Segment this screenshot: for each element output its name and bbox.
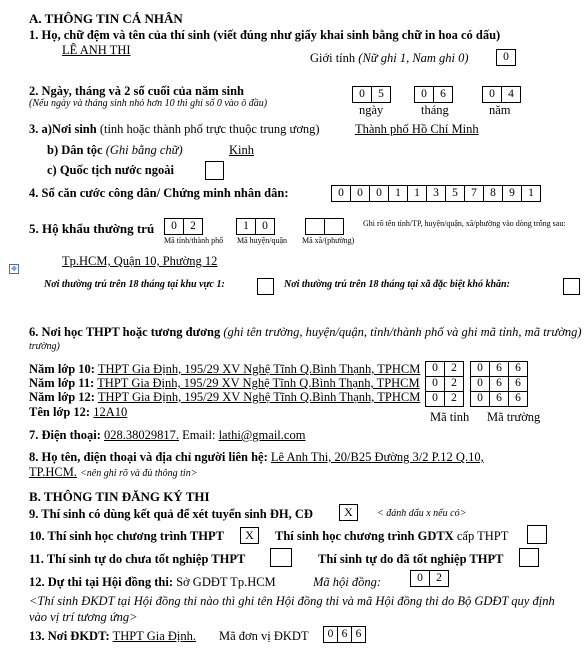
q6-hint-cont: trường) [29,341,60,352]
code-cell[interactable]: 2 [445,392,464,407]
register-place[interactable]: THPT Gia Định. [112,629,197,643]
id-digit[interactable]: 1 [388,185,408,202]
residence-province-boxes[interactable] [164,218,203,235]
q9-checkbox[interactable]: X [339,504,358,521]
id-digit[interactable]: 9 [502,185,522,202]
district-digit[interactable]: 0 [255,218,275,235]
grade12-school[interactable]: THPT Gia Định, 195/29 XV Nghệ Tĩnh Q.Bình Thạnh, TPHCM [97,390,421,404]
council-code-boxes[interactable] [410,570,449,587]
id-digit[interactable]: 1 [407,185,427,202]
id-digit[interactable]: 1 [521,185,541,202]
id-digit[interactable]: 0 [369,185,389,202]
unit-code-label: Mã đơn vị ĐKDT [219,629,309,643]
q5-label: 5. Hộ khẩu thường trú [29,221,155,236]
council-digit[interactable]: 0 [410,570,430,587]
dob-month-boxes[interactable] [414,86,453,103]
grade12-row [29,390,420,404]
zone2-label: Nơi thường trú trên 18 tháng tại xã đặc biệt khó khăn: [284,279,510,290]
school-code-row [426,362,528,377]
q9-hint: < đánh dấu x nếu có> [377,508,467,519]
q10b-suffix: cấp THPT [456,529,509,543]
dob-day-digit[interactable]: 5 [371,86,391,103]
province-code-caption: Mã tỉnh [430,410,470,424]
foreign-nationality-box[interactable] [205,161,224,180]
q11b-checkbox[interactable] [519,548,539,567]
code-cell[interactable]: 6 [509,362,528,377]
code-cell[interactable]: 0 [426,362,445,377]
gender-box[interactable] [496,49,516,66]
district-code-label: Mã huyện/quận [237,236,287,245]
q8-row [29,450,484,464]
q4-label: 4. Số căn cước công dân/ Chứng minh nhân dân: [29,186,289,200]
phone-value[interactable]: 028.38029817. [104,428,179,442]
province-code-label: Mã tỉnh/thành phố [164,236,224,245]
code-cell[interactable]: 6 [490,377,509,392]
ward-code-label: Mã xã/(phường) [302,236,355,245]
move-handle-icon[interactable]: ✥ [9,264,19,274]
contact-line1[interactable]: Lê Anh Thi, 20/B25 Đường 3/2 P.12 Q.10, [270,450,484,464]
q6-row [29,325,582,339]
unit-digit[interactable]: 6 [351,626,366,643]
code-cell[interactable]: 0 [471,362,490,377]
q6-label: 6. Nơi học THPT hoặc tương đương [29,325,221,339]
q11-checkbox[interactable] [270,548,292,567]
code-cell[interactable]: 6 [509,377,528,392]
id-number-boxes[interactable] [331,185,541,202]
q2-label: 2. Ngày, tháng và 2 số cuối của năm sinh [29,84,244,98]
q10b-row [275,529,508,543]
q9-label: 9. Thí sinh có dùng kết quả để xét tuyển sinh ĐH, CĐ [29,507,313,521]
code-cell[interactable]: 6 [490,362,509,377]
gender-label: Giới tính [310,51,356,65]
province-digit[interactable]: 0 [164,218,184,235]
dob-day-boxes[interactable] [352,86,391,103]
id-digit[interactable]: 7 [464,185,484,202]
fullname-value[interactable]: LÊ ANH THI [62,43,131,57]
code-cell[interactable]: 0 [426,392,445,407]
school-code-row [426,377,528,392]
code-gap [464,392,471,407]
section-b-title: B. THÔNG TIN ĐĂNG KÝ THI [29,489,210,504]
q2-hint: (Nếu ngày và tháng sinh nhỏ hơn 10 thì ghi số 0 vào ô đầu) [29,98,268,109]
q7-row [29,428,305,442]
ward-digit[interactable] [305,218,325,235]
id-digit[interactable]: 3 [426,185,446,202]
email-label: Email: [182,428,216,442]
grade11-row [29,376,420,390]
q13-label: 13. Nơi ĐKDT: [29,629,110,643]
dob-year-digit[interactable]: 4 [501,86,521,103]
dob-year-boxes[interactable] [482,86,521,103]
zone1-box[interactable] [257,278,274,295]
province-digit[interactable]: 2 [183,218,203,235]
dob-year-digit[interactable]: 0 [482,86,502,103]
q1-label: 1. Họ, chữ đệm và tên của thí sinh (viết đúng như giấy khai sinh bằng chữ in hoa có dấu) [29,28,501,42]
dob-month-digit[interactable]: 0 [414,86,434,103]
unit-digit[interactable]: 0 [323,626,338,643]
q12-row [29,575,276,589]
dob-month-digit[interactable]: 6 [433,86,453,103]
code-cell[interactable]: 2 [445,362,464,377]
q11-label: 11. Thí sinh tự do chưa tốt nghiệp THPT [29,552,246,566]
q3a-row [29,122,320,136]
code-cell[interactable]: 2 [445,377,464,392]
residence-note: Ghi rõ tên tỉnh/TP, huyện/quận, xã/phường vào dòng trống sau: [363,219,566,228]
month-label: tháng [421,103,449,117]
dob-day-digit[interactable]: 0 [352,86,372,103]
contact-line2[interactable]: TP.HCM. [29,465,77,479]
q8-row2 [29,465,197,480]
gender-digit[interactable]: 0 [496,49,516,66]
day-label: ngày [359,103,384,117]
code-gap [464,377,471,392]
id-digit[interactable]: 5 [445,185,465,202]
unit-code-boxes[interactable] [323,626,366,643]
council-digit[interactable]: 2 [429,570,449,587]
zone2-box[interactable] [563,278,580,295]
district-digit[interactable]: 1 [236,218,256,235]
exam-council[interactable]: Sở GDĐT Tp.HCM [176,575,276,589]
year-label: năm [489,103,511,117]
grade11-school[interactable]: THPT Gia Định, 195/29 XV Nghệ Tĩnh Q.Bình Thạnh, TPHCM [97,376,420,390]
class12-value[interactable]: 12A10 [93,405,128,419]
email-value[interactable]: lathi@gmail.com [218,428,306,442]
code-cell[interactable]: 0 [471,377,490,392]
residence-text[interactable]: Tp.HCM, Quận 10, Phường 12 [62,254,218,268]
contact-hint: <nên ghi rõ và đủ thông tin> [80,468,198,479]
code-cell[interactable]: 6 [490,392,509,407]
section-a-title: A. THÔNG TIN CÁ NHÂN [29,11,183,26]
code-cell[interactable]: 6 [509,392,528,407]
birthplace-value[interactable]: Thành phố Hồ Chí Minh [355,122,479,136]
id-digit[interactable]: 0 [331,185,351,202]
council-code-label: Mã hội đồng: [313,575,382,589]
grade11-label: Năm lớp 11: [29,376,95,390]
q11b-label: Thí sinh tự do đã tốt nghiệp THPT [318,552,504,566]
grade10-school[interactable]: THPT Gia Định, 195/29 XV Nghệ Tĩnh Q.Bình Thạnh, TPHCM [97,362,421,376]
q10-checkbox[interactable]: X [240,527,259,544]
code-gap [464,362,471,377]
class12-label: Tên lớp 12: [29,405,91,419]
id-digit[interactable]: 0 [350,185,370,202]
zone1-label: Nơi thường trú trên 18 tháng tại khu vực 1: [44,279,225,290]
q3b-label: b) Dân tộc [47,143,103,157]
q10b-checkbox[interactable] [527,525,547,544]
grade10-row [29,362,420,376]
q10-label: 10. Thí sinh học chương trình THPT [29,529,224,543]
school-code-caption: Mã trường [487,410,541,424]
q3c-label: c) Quốc tịch nước ngoài [47,163,174,177]
code-cell[interactable]: 0 [426,377,445,392]
q12-label: 12. Dự thi tại Hội đồng thi: [29,575,173,589]
q3b-hint: (Ghi bằng chữ) [105,143,183,157]
q10b-label: Thí sinh học chương trình GDTX [275,529,454,543]
code-cell[interactable]: 0 [471,392,490,407]
gender-label-wrap [310,51,469,65]
school-code-grid[interactable] [425,361,528,407]
q3a-label: 3. a)Nơi sinh [29,122,97,136]
unit-digit[interactable]: 6 [337,626,352,643]
grade10-label: Năm lớp 10: [29,362,95,376]
q6-hint: (ghi tên trường, huyện/quận, tỉnh/thành phố và ghi mã tỉnh, mã trường) [223,325,582,339]
q13-row [29,629,196,643]
q3b-row [47,143,183,157]
q8-label: 8. Họ tên, điện thoại và địa chỉ người liên hệ: [29,450,268,464]
ethnicity-value[interactable]: Kinh [229,143,254,157]
residence-district-boxes[interactable] [236,218,275,235]
q7-label: 7. Điện thoại: [29,428,101,442]
gender-hint: (Nữ ghi 1, Nam ghi 0) [358,51,469,65]
q12-note: <Thí sinh ĐKDT tại Hội đồng thi nào thì ghi tên Hội đồng thi và mã Hội đồng thi do Bộ GDĐT quy định vào vị trí tương ứng> [29,594,555,624]
grade12-label: Năm lớp 12: [29,390,95,404]
residence-ward-boxes[interactable] [305,218,344,235]
id-digit[interactable]: 8 [483,185,503,202]
school-code-row [426,392,528,407]
class12-row [29,405,127,419]
ward-digit[interactable] [324,218,344,235]
q3a-hint: (tỉnh hoặc thành phố trực thuộc trung ương) [99,122,320,136]
